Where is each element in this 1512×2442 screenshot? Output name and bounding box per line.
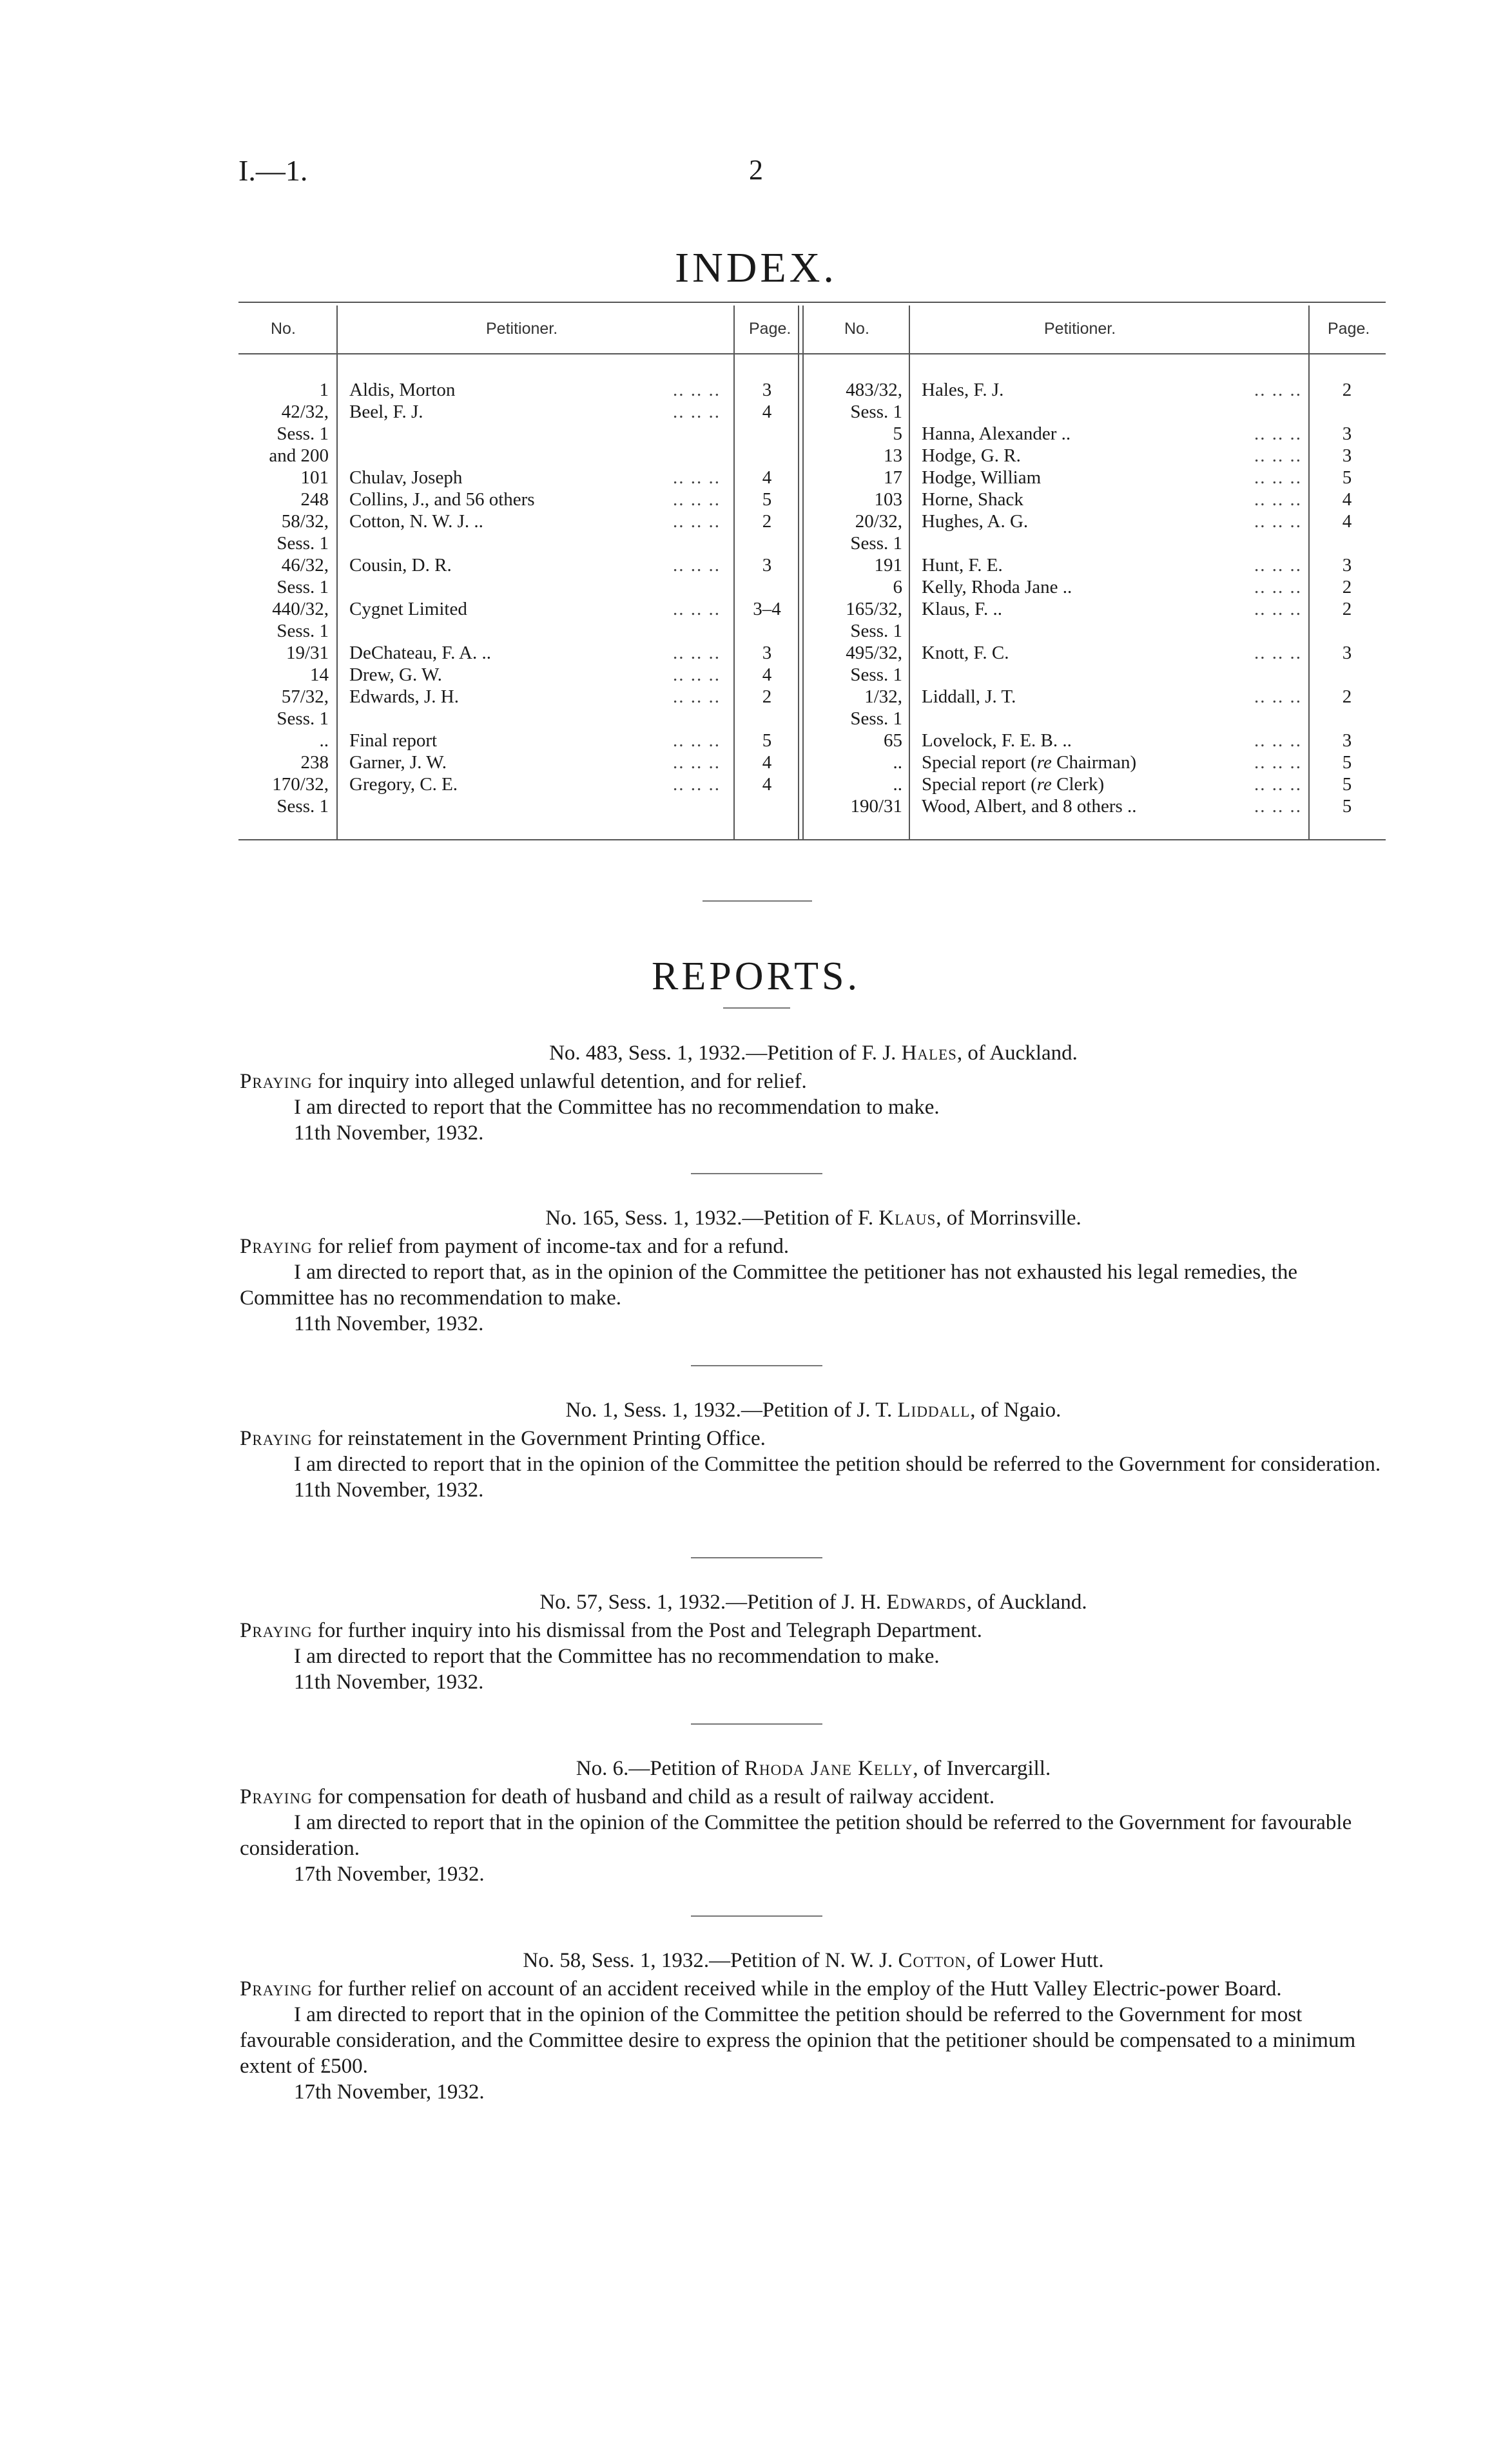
leader-dots: .. .. ..	[1254, 467, 1302, 488]
index-entry-page: 4	[762, 467, 772, 488]
index-entry-petitioner	[922, 773, 1304, 795]
report-heading-text: No. 6.—Petition of	[576, 1757, 745, 1780]
index-entry-petitioner	[922, 401, 1304, 423]
report-body: I am directed to report that in the opinion of the Committee the petition should be referred to the Government for consideration.	[294, 1453, 1381, 1476]
index-entry-page: 2	[1342, 686, 1352, 707]
leader-dots: .. .. ..	[673, 511, 721, 532]
report-heading	[240, 1756, 1387, 1781]
re-abbrev: re	[1036, 774, 1052, 795]
petitioner-name: Klaus, F. ..	[922, 599, 1002, 619]
index-entry-petitioner	[349, 554, 723, 576]
index-entry-petitioner	[922, 554, 1304, 576]
index-entry-page: 3	[1342, 643, 1352, 663]
petitioner-name: Hanna, Alexander ..	[922, 423, 1071, 444]
column-divider	[733, 305, 735, 839]
report-heading-text: No. 1, Sess. 1, 1932.—Petition of J. T.	[565, 1399, 898, 1422]
column-divider	[1308, 305, 1310, 839]
report-separator	[691, 1723, 822, 1725]
report-heading-place: , of Auckland.	[966, 1591, 1087, 1614]
leader-dots: .. .. ..	[1254, 686, 1302, 707]
column-divider	[909, 305, 910, 839]
report-heading-place: , of Lower Hutt.	[966, 1949, 1104, 1972]
index-entry-page: 5	[762, 489, 772, 510]
index-entry-petitioner	[349, 795, 723, 817]
index-entry-petitioner	[922, 423, 1304, 445]
petitioner-name: Rhoda Jane Kelly	[744, 1757, 913, 1780]
index-entry-number: 170/32,	[272, 774, 329, 795]
index-entry-page	[1311, 532, 1383, 554]
petitioner-name: DeChateau, F. A. ..	[349, 643, 491, 663]
leader-dots: .. .. ..	[673, 686, 721, 707]
petitioner-name: Cotton, N. W. J. ..	[349, 511, 483, 532]
column-header-page: Page.	[749, 320, 791, 338]
index-entry-number: 483/32,	[846, 380, 902, 400]
index-entry-petitioner	[922, 751, 1304, 773]
index-entry-number: ..	[893, 752, 902, 773]
report-entry	[240, 1040, 1387, 1146]
report-body: I am directed to report that the Committee has no recommendation to make.	[294, 1096, 940, 1119]
index-entry-number: Sess. 1	[276, 423, 329, 444]
petitioner-name: Special report (	[922, 774, 1037, 795]
leader-dots: .. .. ..	[673, 643, 721, 663]
re-abbrev: re	[1036, 752, 1052, 773]
section-divider	[703, 900, 812, 902]
index-entry-page	[736, 423, 798, 445]
leader-dots: .. .. ..	[1254, 796, 1302, 817]
index-entry-number: Sess. 1	[850, 533, 902, 554]
index-entry-page: 3–4	[753, 599, 781, 619]
index-entry-page	[1311, 708, 1383, 730]
praying-label: Praying	[240, 1785, 313, 1808]
praying-text: for compensation for death of husband and child as a result of railway accident.	[312, 1785, 995, 1808]
index-entry-page: 4	[1342, 511, 1352, 532]
report-heading-text: No. 58, Sess. 1, 1932.—Petition of N. W. J.	[523, 1949, 898, 1972]
index-entry-page	[736, 576, 798, 598]
index-entry-number: Sess. 1	[850, 402, 902, 422]
column-divider-double	[798, 305, 804, 839]
praying-paragraph	[240, 1976, 1387, 2002]
index-entry-petitioner	[922, 379, 1304, 401]
index-entry-number: 1/32,	[864, 686, 902, 707]
report-heading-place: , of Ngaio.	[970, 1399, 1061, 1422]
petitioner-name: Liddall, J. T.	[922, 686, 1016, 707]
report-body: I am directed to report that in the opinion of the Committee the petition should be referred to the Government for most favourable consideration, and the Committee desire to express the opinion that the petitioner should be compensated to a minimum extent of £500.	[240, 2003, 1356, 2078]
index-entry-page	[736, 445, 798, 467]
petitioner-name: Knott, F. C.	[922, 643, 1009, 663]
index-entry-page: 4	[762, 774, 772, 795]
title-underline	[723, 1007, 790, 1009]
report-date: 11th November, 1932.	[294, 1121, 484, 1145]
leader-dots: .. .. ..	[673, 555, 721, 576]
index-entry-petitioner	[922, 664, 1304, 686]
index-entry-number: 248	[300, 489, 329, 510]
report-body: I am directed to report that, as in the opinion of the Committee the petitioner has not exhausted his legal remedies, the Committee has no recommendation to make.	[240, 1261, 1297, 1310]
index-entry-number: 1	[319, 380, 329, 400]
index-entry-page: 3	[762, 555, 772, 576]
index-entry-number: ..	[893, 774, 902, 795]
index-entry-number: 19/31	[286, 643, 329, 663]
index-entry-page: 5	[1342, 796, 1352, 817]
index-entry-number: ..	[319, 730, 329, 751]
index-entry-number: 6	[893, 577, 902, 597]
index-entry-page	[736, 708, 798, 730]
petitioner-name: Klaus	[878, 1206, 936, 1230]
petitioner-name: Gregory, C. E.	[349, 774, 458, 795]
petitioner-name: Lovelock, F. E. B. ..	[922, 730, 1072, 751]
index-entry-number: 42/32,	[281, 402, 329, 422]
petitioner-name: Edwards	[886, 1591, 967, 1614]
petitioner-name: Hodge, William	[922, 467, 1042, 488]
column-header-page: Page.	[1328, 320, 1370, 338]
petitioner-name: Drew, G. W.	[349, 664, 442, 685]
index-entry-number: 13	[884, 445, 902, 466]
index-entry-petitioner	[922, 532, 1304, 554]
index-entry-page: 2	[762, 511, 772, 532]
index-entry-page	[1311, 620, 1383, 642]
petitioner-name: Hunt, F. E.	[922, 555, 1003, 576]
index-entry-petitioner	[349, 664, 723, 686]
index-entry-page: 4	[762, 664, 772, 685]
report-heading	[240, 1589, 1387, 1615]
index-title: INDEX.	[675, 244, 837, 291]
praying-text: for reinstatement in the Government Printing Office.	[312, 1427, 766, 1450]
report-heading-text: No. 483, Sess. 1, 1932.—Petition of F. J.	[549, 1042, 902, 1065]
leader-dots: .. .. ..	[1254, 555, 1302, 576]
report-separator	[691, 1173, 822, 1174]
page-header	[0, 153, 1512, 192]
leader-dots: .. .. ..	[673, 467, 721, 488]
index-entry-page: 2	[1342, 599, 1352, 619]
praying-text: for relief from payment of income-tax and for a refund.	[312, 1235, 790, 1258]
page-number: 2	[749, 154, 763, 186]
index-entry-number: Sess. 1	[850, 664, 902, 685]
index-entry-number: Sess. 1	[276, 621, 329, 641]
leader-dots: .. .. ..	[673, 599, 721, 619]
index-entry-number: 165/32,	[846, 599, 902, 619]
praying-paragraph	[240, 1234, 1387, 1259]
report-separator	[691, 1915, 822, 1917]
index-entry-number: Sess. 1	[276, 796, 329, 817]
praying-label: Praying	[240, 1070, 313, 1093]
petitioner-name: Liddall	[897, 1399, 971, 1422]
index-entry-number: 58/32,	[281, 511, 329, 532]
index-entry-number: 14	[310, 664, 329, 685]
petitioner-name: Horne, Shack	[922, 489, 1023, 510]
leader-dots: .. .. ..	[673, 752, 721, 773]
table-bottom-rule	[238, 839, 1386, 840]
report-heading-place: , of Invercargill.	[913, 1757, 1051, 1780]
index-entry-page: 5	[762, 730, 772, 751]
petitioner-name: Hales	[901, 1042, 957, 1065]
petitioner-name: Chulav, Joseph	[349, 467, 463, 488]
leader-dots: .. .. ..	[673, 380, 721, 400]
leader-dots: .. .. ..	[673, 402, 721, 422]
index-entry-petitioner	[922, 445, 1304, 467]
index-entry-petitioner	[349, 379, 723, 401]
praying-paragraph	[240, 1618, 1387, 1643]
index-entry-petitioner	[349, 751, 723, 773]
index-entry-petitioner	[349, 730, 723, 751]
index-entry-page: 5	[1342, 774, 1352, 795]
praying-paragraph	[240, 1069, 1387, 1094]
index-entry-page: 3	[1342, 555, 1352, 576]
index-entry-petitioner	[349, 642, 723, 664]
petitioner-name-tail: Clerk)	[1051, 774, 1105, 795]
report-heading	[240, 1205, 1387, 1231]
index-entry-petitioner	[922, 795, 1304, 817]
leader-dots: .. .. ..	[1254, 774, 1302, 795]
report-entry	[240, 1948, 1387, 2105]
index-entry-petitioner	[922, 708, 1304, 730]
report-body: I am directed to report that the Committee has no recommendation to make.	[294, 1645, 940, 1668]
index-entry-page: 2	[1342, 380, 1352, 400]
petitioner-name: Wood, Albert, and 8 others ..	[922, 796, 1137, 817]
report-heading-text: No. 57, Sess. 1, 1932.—Petition of J. H.	[539, 1591, 887, 1614]
index-entry-number: 20/32,	[855, 511, 902, 532]
index-entry-page: 3	[762, 380, 772, 400]
index-entry-page: 5	[1342, 467, 1352, 488]
petitioner-name: Cousin, D. R.	[349, 555, 452, 576]
index-entry-number: 101	[300, 467, 329, 488]
index-entry-petitioner	[349, 598, 723, 620]
index-entry-number: Sess. 1	[850, 621, 902, 641]
index-entry-page	[1311, 664, 1383, 686]
index-entry-number: 103	[874, 489, 902, 510]
report-entry	[240, 1756, 1387, 1887]
leader-dots: .. .. ..	[1254, 643, 1302, 663]
index-entry-page: 4	[1342, 489, 1352, 510]
index-entry-petitioner	[349, 510, 723, 532]
index-entry-page: 2	[762, 686, 772, 707]
index-entry-page: 5	[1342, 752, 1352, 773]
leader-dots: .. .. ..	[673, 664, 721, 685]
column-header-no: No.	[271, 320, 296, 338]
leader-dots: .. .. ..	[1254, 380, 1302, 400]
petitioner-name: Garner, J. W.	[349, 752, 447, 773]
leader-dots: .. .. ..	[1254, 577, 1302, 597]
petitioner-name: Collins, J., and 56 others	[349, 489, 535, 510]
index-entry-page: 3	[1342, 423, 1352, 444]
index-entry-number: 495/32,	[846, 643, 902, 663]
index-entry-number: Sess. 1	[850, 708, 902, 729]
table-header-rule	[238, 353, 1386, 354]
index-entry-petitioner	[349, 686, 723, 708]
document-code: I.—1.	[238, 154, 308, 187]
report-date: 11th November, 1932.	[294, 1671, 484, 1694]
index-entry-petitioner	[922, 642, 1304, 664]
index-entry-number: 440/32,	[272, 599, 329, 619]
leader-dots: .. .. ..	[1254, 599, 1302, 619]
index-entry-page: 2	[1342, 577, 1352, 597]
leader-dots: .. .. ..	[1254, 489, 1302, 510]
petitioner-name: Aldis, Morton	[349, 380, 456, 400]
index-entry-page: 3	[762, 643, 772, 663]
report-entry	[240, 1589, 1387, 1695]
index-entry-page	[736, 795, 798, 817]
report-entry	[240, 1397, 1387, 1503]
praying-label: Praying	[240, 1427, 313, 1450]
report-separator	[691, 1365, 822, 1366]
index-entry-petitioner	[922, 467, 1304, 489]
report-heading-place: , of Auckland.	[956, 1042, 1078, 1065]
petitioner-name: Beel, F. J.	[349, 402, 423, 422]
report-body: I am directed to report that in the opinion of the Committee the petition should be referred to the Government for favourable consideration.	[240, 1811, 1352, 1860]
leader-dots: .. .. ..	[1254, 752, 1302, 773]
index-entry-petitioner	[349, 423, 723, 445]
index-entry-number: 46/32,	[281, 555, 329, 576]
leader-dots: .. .. ..	[673, 730, 721, 751]
index-entry-petitioner	[349, 773, 723, 795]
petitioner-name: Cotton	[898, 1949, 967, 1972]
index-entry-petitioner	[922, 576, 1304, 598]
index-entry-petitioner	[349, 489, 723, 510]
report-heading	[240, 1397, 1387, 1423]
report-heading	[240, 1948, 1387, 1973]
index-table	[238, 302, 1386, 840]
index-entry-page: 4	[762, 402, 772, 422]
report-date: 17th November, 1932.	[294, 1863, 485, 1886]
petitioner-name: Kelly, Rhoda Jane ..	[922, 577, 1072, 597]
index-entry-page: 4	[762, 752, 772, 773]
report-heading-place: , of Morrinsville.	[936, 1206, 1081, 1230]
reports-title: REPORTS.	[652, 955, 860, 998]
petitioner-name: Final report	[349, 730, 438, 751]
index-entry-petitioner	[349, 576, 723, 598]
index-entry-petitioner	[922, 510, 1304, 532]
index-entry-petitioner	[922, 489, 1304, 510]
index-entry-number: 65	[884, 730, 902, 751]
index-entry-number: 238	[300, 752, 329, 773]
column-header-petitioner: Petitioner.	[1044, 320, 1116, 338]
leader-dots: .. .. ..	[1254, 730, 1302, 751]
report-date: 11th November, 1932.	[294, 1312, 484, 1335]
leader-dots: .. .. ..	[673, 774, 721, 795]
leader-dots: .. .. ..	[673, 489, 721, 510]
praying-label: Praying	[240, 1619, 313, 1642]
index-entry-petitioner	[922, 686, 1304, 708]
petitioner-name: Special report (	[922, 752, 1037, 773]
report-heading-text: No. 165, Sess. 1, 1932.—Petition of F.	[545, 1206, 879, 1230]
index-entry-petitioner	[349, 401, 723, 423]
praying-paragraph	[240, 1426, 1387, 1451]
praying-label: Praying	[240, 1977, 313, 2001]
index-entry-number: Sess. 1	[276, 533, 329, 554]
petitioner-name: Edwards, J. H.	[349, 686, 459, 707]
index-entry-petitioner	[349, 708, 723, 730]
index-entry-number: Sess. 1	[276, 708, 329, 729]
report-date: 11th November, 1932.	[294, 1478, 484, 1502]
praying-text: for inquiry into alleged unlawful detention, and for relief.	[312, 1070, 807, 1093]
report-date: 17th November, 1932.	[294, 2080, 485, 2104]
index-entry-petitioner	[922, 620, 1304, 642]
column-header-petitioner: Petitioner.	[486, 320, 558, 338]
index-entry-petitioner	[922, 730, 1304, 751]
index-entry-page: 3	[1342, 730, 1352, 751]
leader-dots: .. .. ..	[1254, 423, 1302, 444]
report-separator	[691, 1557, 822, 1558]
report-heading	[240, 1040, 1387, 1066]
index-entry-petitioner	[349, 467, 723, 489]
column-header-no: No.	[844, 320, 869, 338]
petitioner-name: Hughes, A. G.	[922, 511, 1029, 532]
praying-paragraph	[240, 1784, 1387, 1810]
index-entry-page	[736, 620, 798, 642]
petitioner-name: Hodge, G. R.	[922, 445, 1021, 466]
index-entry-number: 17	[884, 467, 902, 488]
table-top-rule	[238, 302, 1386, 303]
index-entry-number: 191	[874, 555, 902, 576]
index-entry-page	[736, 532, 798, 554]
praying-text: for further inquiry into his dismissal from the Post and Telegraph Department.	[312, 1619, 982, 1642]
index-entry-petitioner	[349, 620, 723, 642]
index-entry-petitioner	[922, 598, 1304, 620]
index-entry-number: 57/32,	[281, 686, 329, 707]
index-entry-page: 3	[1342, 445, 1352, 466]
leader-dots: .. .. ..	[1254, 511, 1302, 532]
leader-dots: .. .. ..	[1254, 445, 1302, 466]
praying-text: for further relief on account of an accident received while in the employ of the Hutt Valley Electric-power Board.	[312, 1977, 1282, 2001]
index-entry-petitioner	[349, 445, 723, 467]
petitioner-name: Cygnet Limited	[349, 599, 467, 619]
index-entry-number: 5	[893, 423, 902, 444]
petitioner-name: Hales, F. J.	[922, 380, 1004, 400]
petitioner-name-tail: Chairman)	[1051, 752, 1137, 773]
praying-label: Praying	[240, 1235, 313, 1258]
index-entry-page	[1311, 401, 1383, 423]
column-divider	[336, 305, 338, 839]
index-entry-number: Sess. 1	[276, 577, 329, 597]
index-entry-number: 190/31	[850, 796, 902, 817]
report-entry	[240, 1205, 1387, 1337]
index-entry-number: and 200	[269, 445, 329, 466]
index-entry-petitioner	[349, 532, 723, 554]
